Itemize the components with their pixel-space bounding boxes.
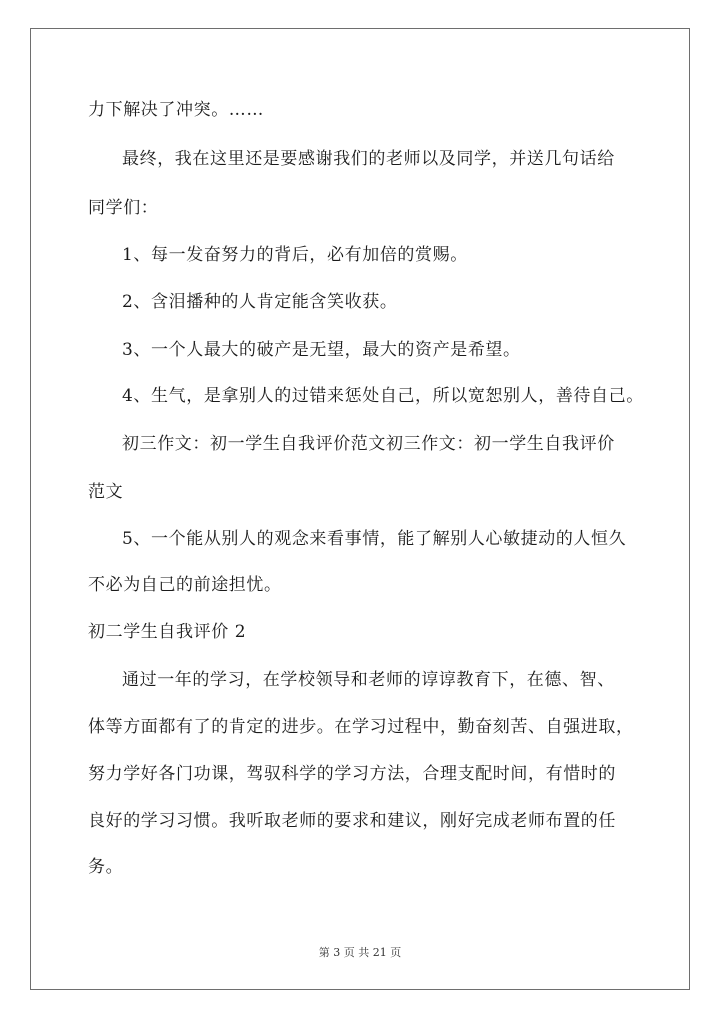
text-line: 务。 xyxy=(88,857,124,877)
list-item: 4、生气，是拿别人的过错来惩处自己，所以宽恕别人，善待自己。 xyxy=(122,386,644,406)
text-line: 初三作文：初一学生自我评价范文初三作文：初一学生自我评价 xyxy=(122,434,615,454)
text-line: 通过一年的学习，在学校领导和老师的谆谆教育下，在德、智、 xyxy=(122,670,615,690)
list-item: 2、含泪播种的人肯定能含笑收获。 xyxy=(122,292,398,312)
text-line: 同学们： xyxy=(88,198,159,218)
text-line: 不必为自己的前途担忧。 xyxy=(88,575,282,595)
section-heading: 初二学生自我评价 2 xyxy=(88,622,247,642)
text-line: 良好的学习习惯。我听取老师的要求和建议，刚好完成老师布置的任 xyxy=(88,811,616,831)
text-line: 力下解决了冲突。…… xyxy=(88,100,264,120)
text-line: 最终，我在这里还是要感谢我们的老师以及同学，并送几句话给 xyxy=(122,149,615,169)
text-line: 体等方面都有了的肯定的进步。在学习过程中，勤奋刻苦、自强进取， xyxy=(88,717,634,737)
list-item: 3、一个人最大的破产是无望，最大的资产是希望。 xyxy=(122,340,521,360)
list-item: 5、一个能从别人的观念来看事情，能了解别人心敏捷动的人恒久 xyxy=(122,529,627,549)
text-line: 努力学好各门功课，驾驭科学的学习方法，合理支配时间，有惜时的 xyxy=(88,764,616,784)
page-footer: 第 3 页 共 21 页 xyxy=(318,946,402,959)
list-item: 1、每一发奋努力的背后，必有加倍的赏赐。 xyxy=(122,245,468,265)
page-border xyxy=(30,28,690,990)
text-line: 范文 xyxy=(88,482,124,502)
